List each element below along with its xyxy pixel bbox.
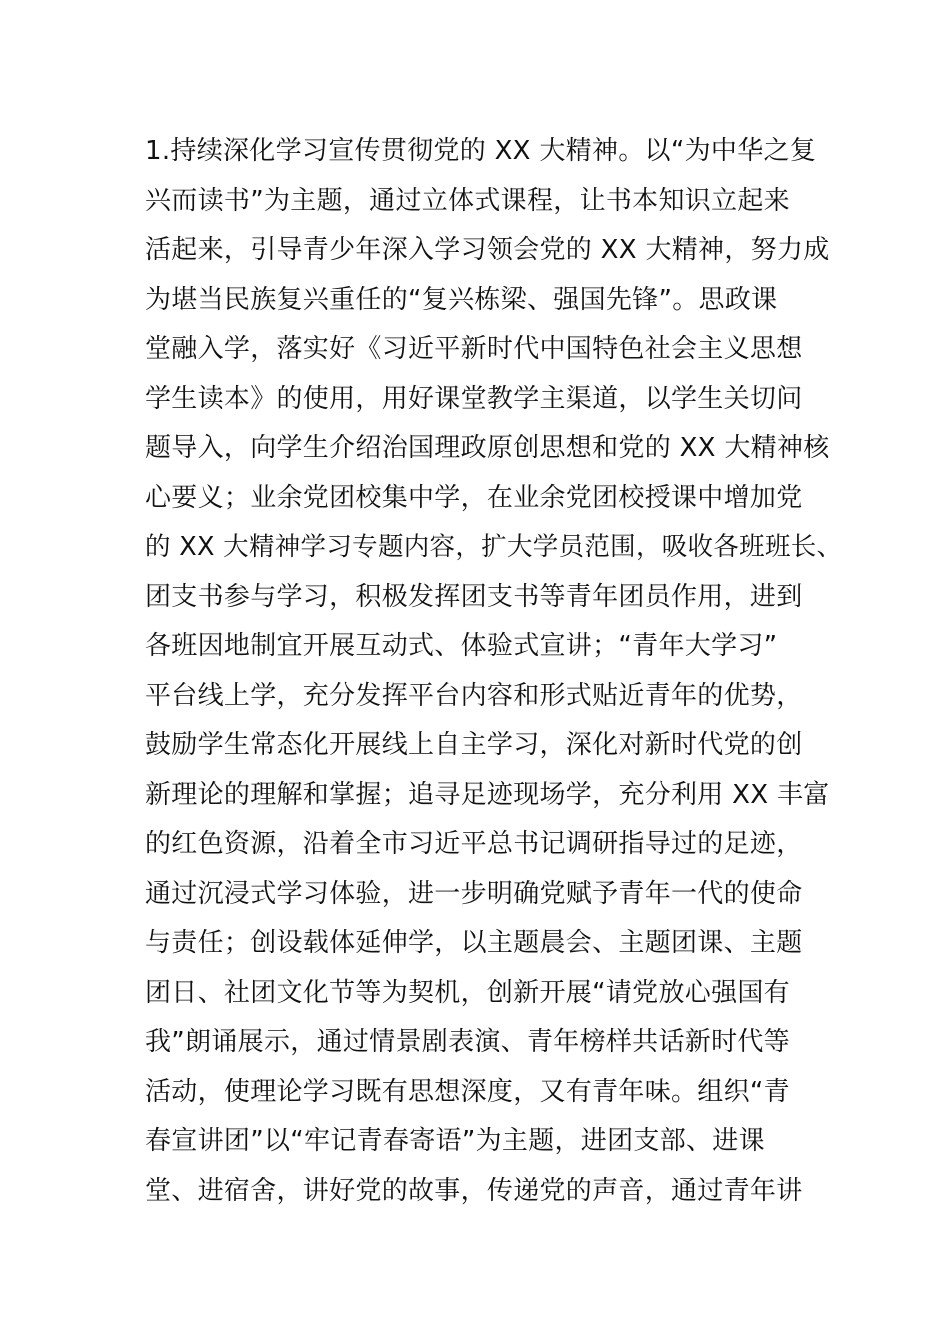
text-line: 堂融入学，落实好《习近平新时代中国特色社会主义思想 — [145, 334, 803, 364]
text-line: 新理论的理解和掌握；追寻足迹现场学，充分利用 XX 丰富 — [145, 779, 830, 810]
text-line: 心要义；业余党团校集中学，在业余党团校授课中增加党 — [145, 482, 803, 513]
text-line: 我”朗诵展示，通过情景剧表演、青年榜样共话新时代等 — [145, 1027, 790, 1057]
text-line: 春宣讲团”以“牢记青春寄语”为主题，进团支部、进课 — [145, 1126, 765, 1156]
text-line: 鼓励学生常态化开展线上自主学习，深化对新时代党的创 — [145, 730, 803, 760]
text-line: 团支书参与学习，积极发挥团支书等青年团员作用，进到 — [145, 581, 803, 612]
text-line: 活动，使理论学习既有思想深度，又有青年味。组织“青 — [145, 1076, 790, 1107]
text-line: 各班因地制宜开展互动式、体验式宣讲；“青年大学习” — [145, 631, 778, 661]
text-line: 团日、社团文化节等为契机，创新开展“请党放心强国有 — [145, 977, 790, 1008]
text-line: 学生读本》的使用，用好课堂教学主渠道，以学生关切问 — [145, 383, 803, 414]
text-line: 1.持续深化学习宣传贯彻党的 XX 大精神。以“为中华之复 — [145, 136, 817, 166]
text-line: 平台线上学，充分发挥平台内容和形式贴近青年的优势， — [145, 680, 803, 711]
text-line: 与责任；创设载体延伸学，以主题晨会、主题团课、主题 — [145, 928, 803, 958]
text-line: 通过沉浸式学习体验，进一步明确党赋予青年一代的使命 — [145, 878, 803, 909]
text-line: 的红色资源，沿着全市习近平总书记调研指导过的足迹， — [145, 829, 803, 859]
text-line: 堂、进宿舍，讲好党的故事，传递党的声音，通过青年讲 — [145, 1175, 803, 1206]
text-line: 为堪当民族复兴重任的“复兴栋梁、强国先锋”。思政课 — [145, 284, 778, 315]
text-line: 兴而读书”为主题，通过立体式课程，让书本知识立起来 — [145, 185, 790, 216]
text-line: 题导入，向学生介绍治国理政原创思想和党的 XX 大精神核 — [145, 433, 830, 463]
text-line: 的 XX 大精神学习专题内容，扩大学员范围，吸收各班班长、 — [145, 532, 843, 562]
text-line: 活起来，引导青少年深入学习领会党的 XX 大精神，努力成 — [145, 235, 830, 265]
body-paragraph — [145, 127, 845, 1216]
